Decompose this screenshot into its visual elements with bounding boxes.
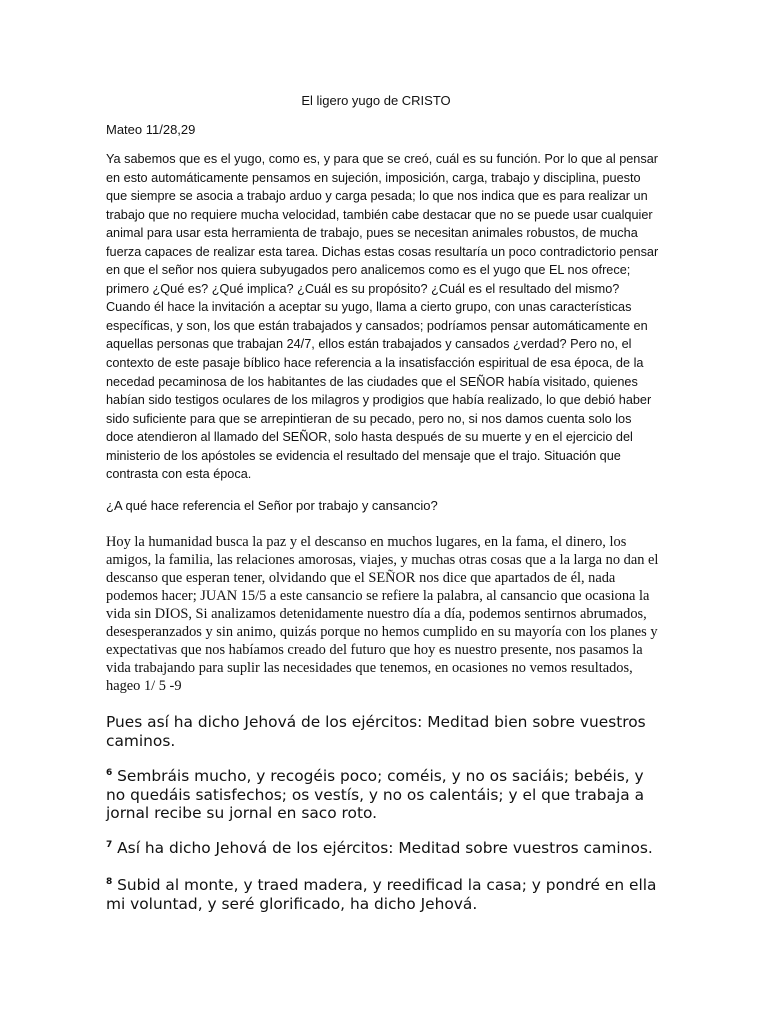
verse-text: Sembráis mucho, y recogéis poco; coméis, y no os saciáis; bebéis, y no quedáis satisfechos; os vestís, y no os calentáis; y el que trabaja a jornal recibe su jornal en saco roto. xyxy=(106,767,645,823)
bible-reference: Mateo 11/28,29 xyxy=(106,122,196,137)
question-line: ¿A qué hace referencia el Señor por trabajo y cansancio? xyxy=(106,498,438,513)
intro-paragraph: Ya sabemos que es el yugo, como es, y para que se creó, cuál es su función. Por lo que al pensar en esto automáticamente pensamos en sujeción, imposición, carga, trabajo y disciplina, puesto que siempre se asocia a trabajo arduo y carga pesada; lo que nos indica que es para realizar un trabajo que no requiere mucha velocidad, también cabe destacar que no se puede usar cualquier animal para usar esta herramienta de trabajo, pues se necesitan animales robustos, de mucha fuerza capaces de realizar esta tarea. Dichas estas cosas resultaría un poco contradictorio pensar en que el señor nos quiera subyugados pero analicemos como es el yugo que EL nos ofrece; primero ¿Qué es? ¿Qué implica? ¿Cuál es su propósito? ¿Cuál es el resultado del mismo? Cuando él hace la invitación a aceptar su yugo, llama a cierto grupo, con unas características específicas, y son, los que están trabajados y cansados; podríamos pensar automáticamente en aquellas personas que trabajan 24/7, ellos están trabajados y cansados ¿verdad? Pero no, el contexto de este pasaje bíblico hace referencia a la insatisfacción espiritual de esa época, de la necedad pecaminosa de los habitantes de las ciudades que el SEÑOR había visitado, quienes habían sido testigos oculares de los milagros y prodigios que había realizado, lo que debió haber sido suficiente para que se arrepintieran de su pecado, pero no, si nos damos cuenta solo los doce atendieron al llamado del SEÑOR, solo hasta después de su muerte y en el ejercicio del ministerio de los apóstoles se evidencia el resultado del mensaje que el trajo. Situación que contrasta con esta época. xyxy=(106,152,659,482)
verse-6 xyxy=(106,767,662,823)
verse-text: Pues así ha dicho Jehová de los ejércitos: Meditad bien sobre vuestros caminos. xyxy=(106,713,646,750)
document-title: El ligero yugo de CRISTO xyxy=(301,93,451,108)
verse-text: Así ha dicho Jehová de los ejércitos: Meditad sobre vuestros caminos. xyxy=(112,839,653,857)
verse-8 xyxy=(106,876,662,913)
verse-text: Subid al monte, y traed madera, y reedificad la casa; y pondré en ella mi voluntad, y seré glorificado, ha dicho Jehová. xyxy=(106,876,657,913)
verse-number: 8 xyxy=(106,877,113,887)
verse-7 xyxy=(106,839,662,858)
verse-5 xyxy=(106,713,662,750)
body-paragraph: Hoy la humanidad busca la paz y el descanso en muchos lugares, en la fama, el dinero, los amigos, la familia, las relaciones amorosas, viajes, y muchas otras cosas que a la larga no dan el descanso que esperan tener, olvidando que el SEÑOR nos dice que apartados de él, nada podemos hacer; JUAN 15/5 a este cansancio se refiere la palabra, al cansancio que ocasiona la vida sin DIOS, Si analizamos detenidamente nuestro día a día, podemos sentirnos abrumados, desesperanzados y sin animo, quizás porque no hemos cumplido en su mayoría con los planes y expectativas que nos habíamos creado del futuro que hoy es nuestro presente, nos pasamos la vida trabajando para suplir las necesidades que tenemos, en ocasiones no vemos resultados, hageo 1/ 5 -9 xyxy=(106,534,659,694)
verse-number: 7 xyxy=(106,840,113,850)
verse-number: 6 xyxy=(106,768,113,778)
